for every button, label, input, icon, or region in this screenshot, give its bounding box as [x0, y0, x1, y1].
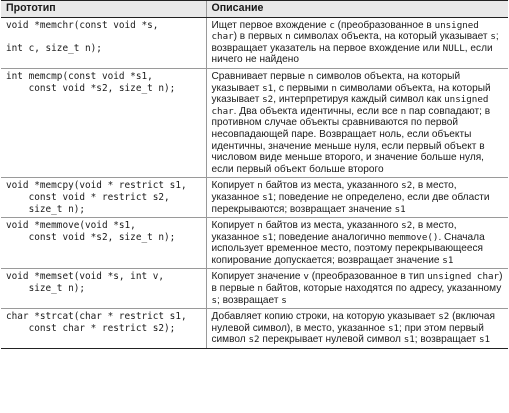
text-fragment: ; возвращает указатель на первое вхождение или	[211, 31, 499, 54]
text-fragment: ; возвращает	[414, 334, 479, 346]
code-fragment: n	[307, 70, 314, 82]
code-fragment: s	[490, 31, 496, 43]
text-fragment: (преобразованное в	[334, 19, 435, 31]
code-fragment: s1	[478, 334, 491, 346]
text-fragment: байтов из места, указанного	[262, 220, 402, 232]
description-cell	[206, 269, 508, 309]
text-fragment: символов объекта, на который указывает	[211, 70, 461, 94]
text-fragment: пар совпадают; в противном случае объекты сравниваются по первой несовпадающей паре. Возвращает ноль, если объекты идентичны, значение меньше нуля, если первый объект в числовом виде меньше второго, и значение больше нуля, если первый объект больше второго	[211, 105, 491, 175]
text-fragment: ; поведение аналогично	[273, 231, 389, 243]
code-fragment: n	[285, 31, 291, 43]
code-fragment: s1	[403, 334, 415, 346]
code-fragment: memmove()	[388, 231, 439, 243]
description-cell	[206, 178, 508, 218]
description-cell	[206, 17, 508, 68]
text-fragment: , с первыми	[273, 82, 332, 94]
table-row	[1, 68, 508, 177]
text-fragment: Копирует	[211, 220, 258, 232]
code-fragment: s	[281, 294, 287, 306]
column-header-prototype: Прототип	[1, 1, 206, 18]
text-fragment: (включая нулевой символ), в место, указанное	[211, 311, 495, 334]
table-row	[1, 309, 508, 349]
code-fragment: s1	[262, 191, 274, 203]
code-fragment: NULL	[442, 42, 465, 54]
code-fragment: s1	[387, 322, 400, 334]
prototype-cell: void *memcpy(void * restrict s1, const void * restrict s2, size_t n);	[1, 178, 206, 218]
text-fragment: Добавляет копию строки, на которую указывает	[211, 311, 439, 323]
code-fragment: s1	[262, 82, 274, 94]
code-fragment: n	[331, 82, 337, 94]
code-fragment: s1	[442, 254, 454, 266]
table-row	[1, 17, 508, 68]
text-fragment: Копирует значение	[211, 271, 304, 283]
code-fragment: unsigned char	[211, 94, 489, 117]
table-row	[1, 218, 508, 269]
table-row	[1, 178, 508, 218]
text-fragment: ; при этом первый символ	[211, 322, 484, 346]
code-fragment: s2	[262, 94, 274, 106]
description-cell	[206, 218, 508, 269]
text-fragment: ; возвращает	[217, 294, 282, 306]
table-body	[1, 17, 508, 348]
code-fragment: unsigned char	[211, 19, 479, 43]
prototype-cell: char *strcat(char * restrict s1, const char * restrict s2);	[1, 309, 206, 349]
code-fragment: c	[329, 19, 335, 31]
prototype-cell: void *memset(void *s, int v, size_t n);	[1, 269, 206, 309]
text-fragment: Сравнивает первые	[211, 70, 308, 82]
prototype-cell: void *memmove(void *s1, const void *s2, size_t n);	[1, 218, 206, 269]
code-fragment: n	[257, 220, 263, 232]
text-fragment: символах объекта, на который указывает	[290, 31, 491, 43]
code-fragment: s2	[401, 220, 413, 232]
code-fragment: n	[257, 283, 263, 295]
text-fragment: Ищет первое вхождение	[211, 19, 330, 31]
text-fragment: , интерпретируя каждый символ как	[273, 94, 445, 106]
text-fragment: байтов из места, указанного	[262, 180, 402, 192]
text-fragment: ) в первые	[211, 271, 503, 295]
prototype-cell: int memcmp(const void *s1, const void *s2, size_t n);	[1, 68, 206, 177]
description-cell	[206, 68, 508, 177]
description-cell	[206, 309, 508, 349]
code-fragment: n	[400, 105, 407, 117]
text-fragment: символами объекта, на который указывает	[211, 82, 491, 106]
code-fragment: unsigned char	[427, 271, 500, 283]
text-fragment: , в место, указанное	[211, 180, 457, 203]
text-fragment: ) в первых	[233, 31, 286, 43]
prototype-cell: void *memchr(const void *s, int c, size_t n);	[1, 17, 206, 68]
column-header-description: Описание	[206, 1, 508, 18]
code-fragment: s2	[248, 334, 260, 346]
text-fragment: Копирует	[211, 180, 258, 192]
text-fragment: . Два объекта идентичны, если все	[233, 105, 401, 117]
code-fragment: n	[257, 180, 263, 192]
text-fragment: (преобразованное в тип	[308, 271, 428, 283]
text-fragment: ; поведение не определено, если две области перекрываются; возвращает значение	[211, 191, 490, 215]
table-row	[1, 269, 508, 309]
code-fragment: s1	[394, 203, 406, 215]
function-reference-table	[1, 0, 508, 349]
code-fragment: s1	[262, 231, 274, 243]
text-fragment: , если ничего не найдено	[211, 42, 493, 66]
code-fragment: s	[211, 294, 218, 306]
code-fragment: s2	[438, 311, 450, 323]
text-fragment: байтов, которые находятся по адресу, указанному	[262, 283, 502, 295]
text-fragment: . Сначала использует временное место, поэтому перекрывающееся копирование допускается; возвращает значение	[211, 231, 485, 266]
code-fragment: v	[303, 271, 309, 283]
text-fragment: , в место, указанное	[211, 220, 457, 243]
text-fragment: перекрывает нулевой символ	[259, 334, 404, 346]
table-header-row	[1, 1, 508, 18]
code-fragment: s2	[401, 180, 413, 192]
